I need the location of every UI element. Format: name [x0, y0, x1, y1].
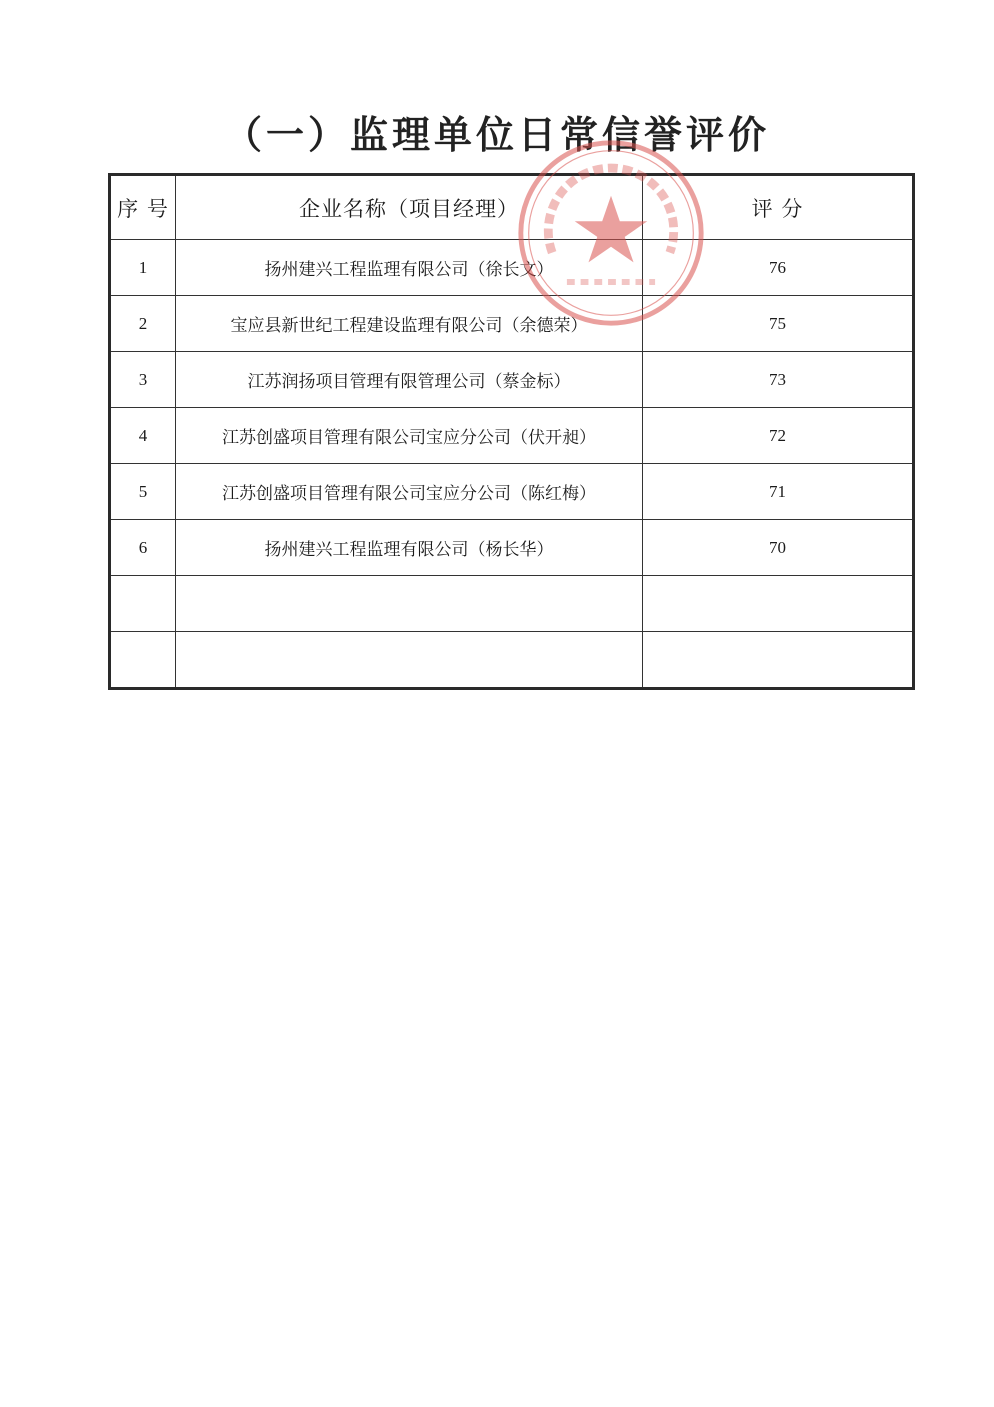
row-number: 2	[110, 296, 176, 352]
company-name: 江苏润扬项目管理有限管理公司（蔡金标）	[176, 352, 643, 408]
company-name: 扬州建兴工程监理有限公司（杨长华）	[176, 520, 643, 576]
row-number: 6	[110, 520, 176, 576]
score-value: 76	[643, 240, 914, 296]
table-row	[110, 240, 914, 296]
company-name	[176, 632, 643, 689]
row-number: 4	[110, 408, 176, 464]
company-name	[176, 576, 643, 632]
table-row	[110, 408, 914, 464]
table-row	[110, 576, 914, 632]
score-value: 75	[643, 296, 914, 352]
score-value	[643, 632, 914, 689]
company-name: 扬州建兴工程监理有限公司（徐长文）	[176, 240, 643, 296]
score-value: 72	[643, 408, 914, 464]
table-row	[110, 632, 914, 689]
row-number	[110, 632, 176, 689]
header-company: 企业名称（项目经理）	[176, 175, 643, 240]
header-score: 评 分	[643, 175, 914, 240]
page-title: （一）监理单位日常信誉评价	[223, 113, 770, 157]
table-row	[110, 296, 914, 352]
row-number	[110, 576, 176, 632]
score-value: 71	[643, 464, 914, 520]
table-header-row	[110, 175, 914, 240]
table-row	[110, 464, 914, 520]
rating-table	[108, 173, 915, 690]
row-number: 5	[110, 464, 176, 520]
table-row	[110, 352, 914, 408]
company-name: 宝应县新世纪工程建设监理有限公司（余德荣）	[176, 296, 643, 352]
row-number: 3	[110, 352, 176, 408]
header-no: 序 号	[110, 175, 176, 240]
table-row	[110, 520, 914, 576]
rating-table-container	[108, 173, 912, 690]
score-value: 70	[643, 520, 914, 576]
score-value: 73	[643, 352, 914, 408]
company-name: 江苏创盛项目管理有限公司宝应分公司（伏开昶）	[176, 408, 643, 464]
score-value	[643, 576, 914, 632]
company-name: 江苏创盛项目管理有限公司宝应分公司（陈红梅）	[176, 464, 643, 520]
row-number: 1	[110, 240, 176, 296]
